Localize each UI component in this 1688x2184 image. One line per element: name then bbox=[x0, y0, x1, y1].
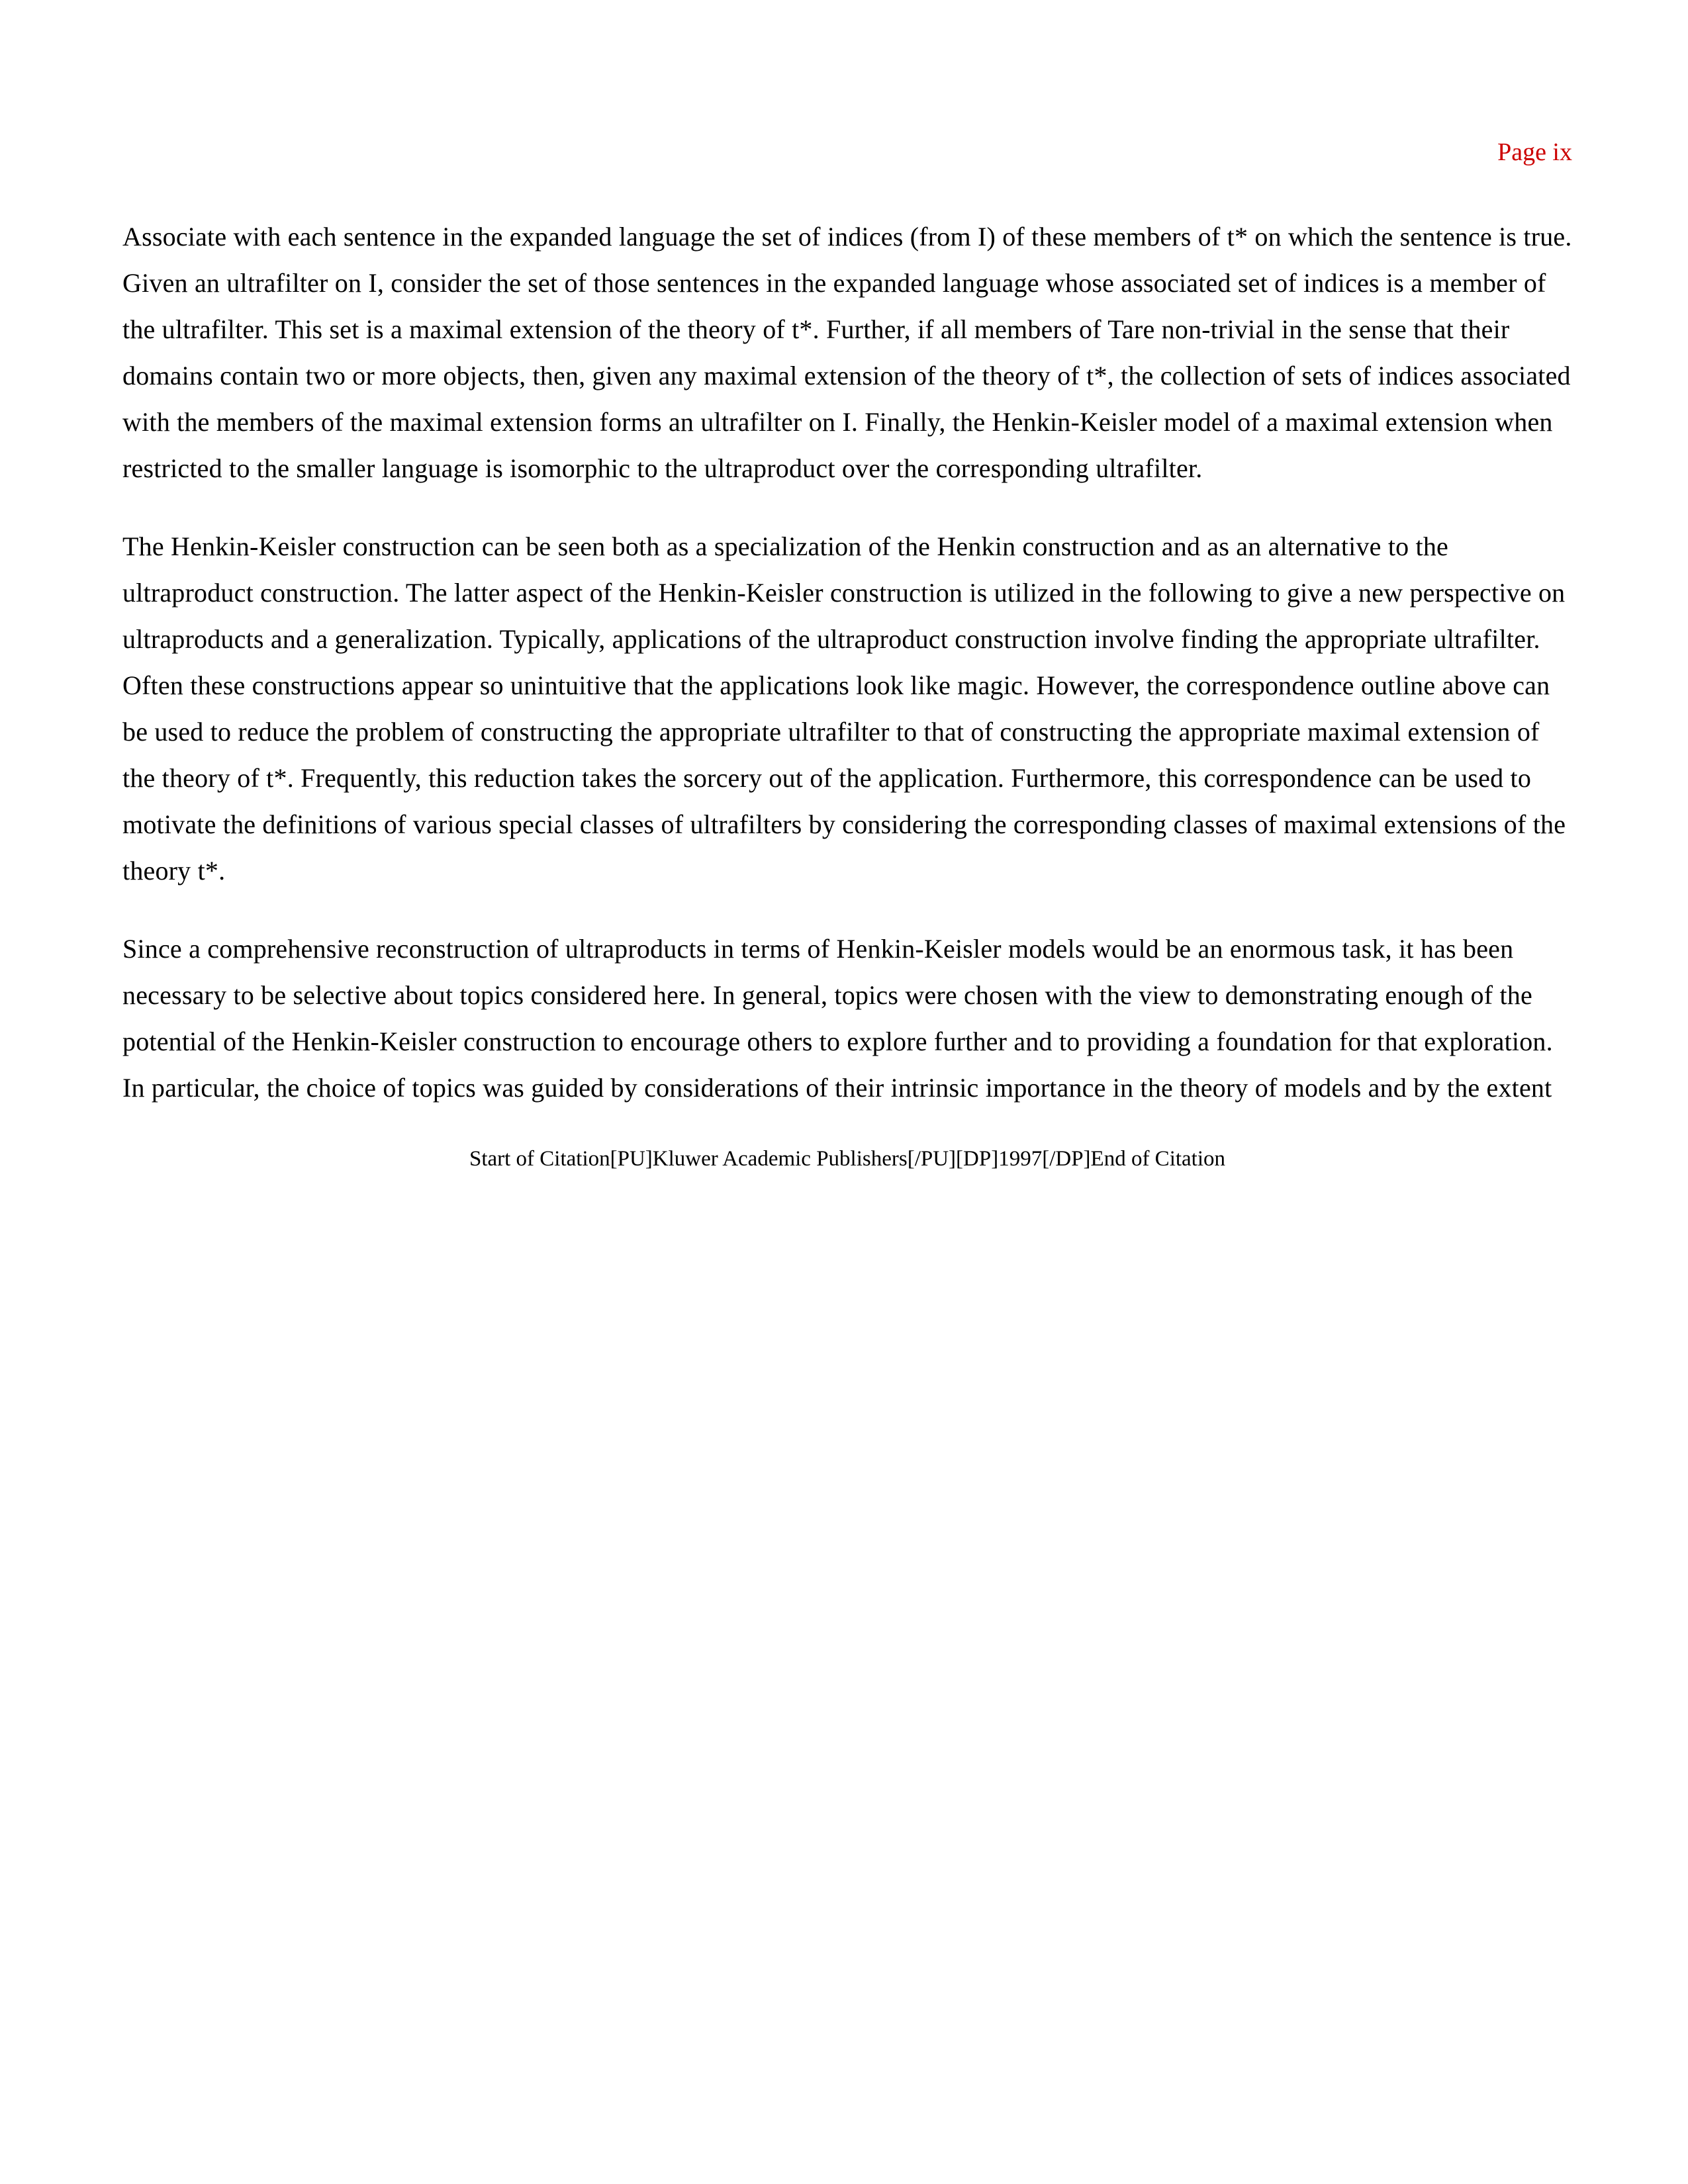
body-paragraph: Associate with each sentence in the expanded language the set of indices (from I) of these members of t* on which the sentence is true. Given an ultrafilter on I, consider the set of those sentences in the expanded language whose associated set of indices is a member of the ultrafilter. This set is a maximal extension of the theory of t*. Further, if all members of Tare non-trivial in the sense that their domains contain two or more objects, then, given any maximal extension of the theory of t*, the collection of sets of indices associated with the members of the maximal extension forms an ultrafilter on I. Finally, the Henkin-Keisler model of a maximal extension when restricted to the smaller language is isomorphic to the ultraproduct over the corresponding ultrafilter. bbox=[122, 222, 1572, 483]
page-content bbox=[122, 129, 1572, 1175]
page-number: Page ix bbox=[1497, 138, 1572, 166]
body-paragraph: Since a comprehensive reconstruction of ultraproducts in terms of Henkin-Keisler models would be an enormous task, it has been necessary to be selective about topics considered here. In general, topics were chosen with the view to demonstrating enough of the potential of the Henkin-Keisler construction to encourage others to explore further and to providing a foundation for that exploration. In particular, the choice of topics was guided by considerations of their intrinsic importance in the theory of models and by the extent bbox=[122, 934, 1553, 1103]
body-paragraph: The Henkin-Keisler construction can be seen both as a specialization of the Henkin construction and as an alternative to the ultraproduct construction. The latter aspect of the Henkin-Keisler construction is utilized in the following to give a new perspective on ultraproducts and a generalization. Typically, applications of the ultraproduct construction involve finding the appropriate ultrafilter. Often these constructions appear so unintuitive that the applications look like magic. However, the correspondence outline above can be used to reduce the problem of constructing the appropriate ultrafilter to that of constructing the appropriate maximal extension of the theory of t*. Frequently, this reduction takes the sorcery out of the application. Furthermore, this correspondence can be used to motivate the definitions of various special classes of ultrafilters by considering the corresponding classes of maximal extensions of the theory t*. bbox=[122, 531, 1566, 886]
citation-line: Start of Citation[PU]Kluwer Academic Publishers[/PU][DP]1997[/DP]End of Citation bbox=[469, 1147, 1226, 1171]
